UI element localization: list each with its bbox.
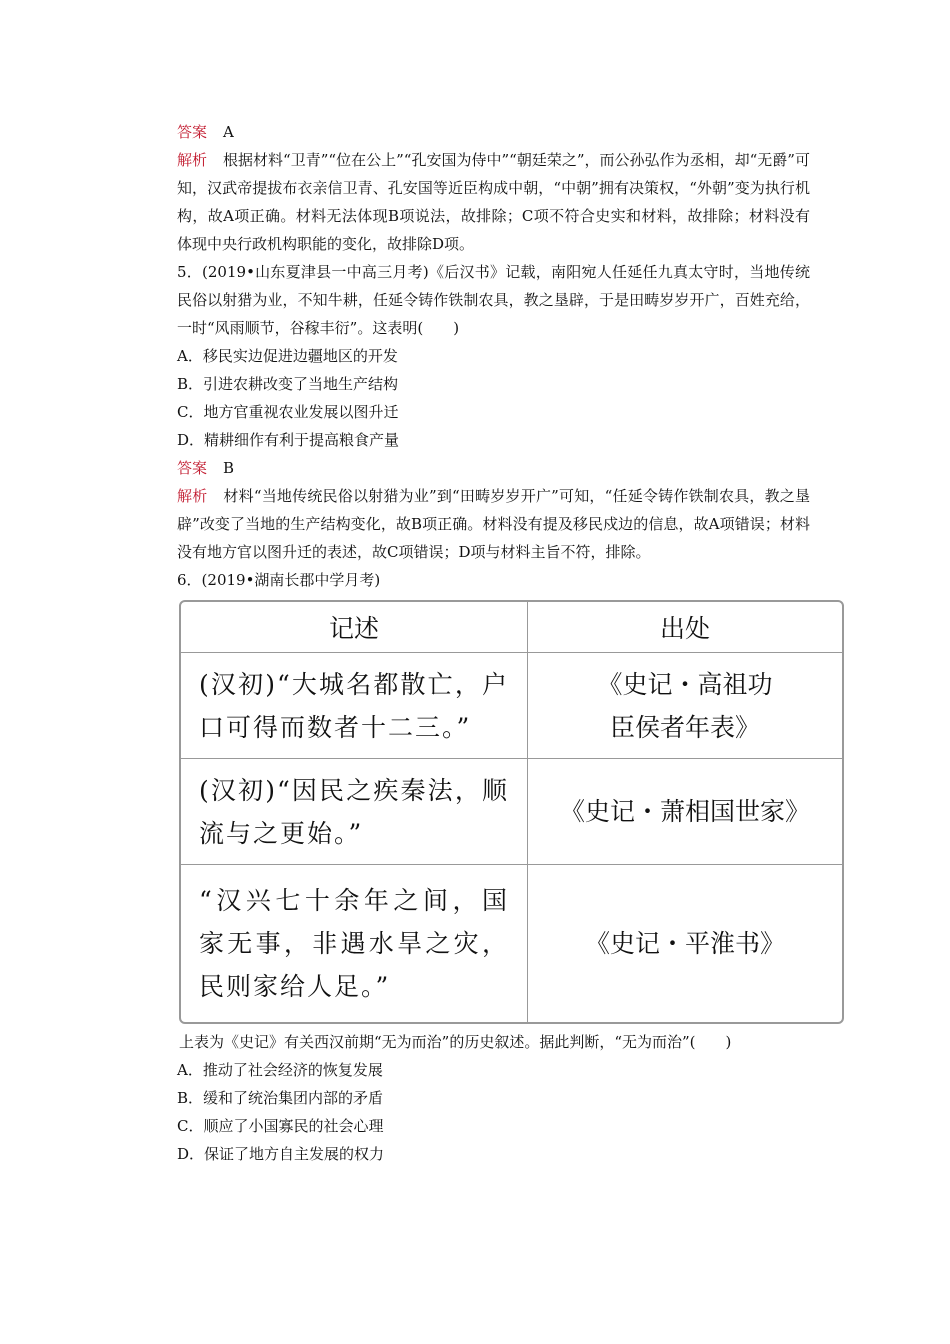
source-line: 《史记・高祖功 (597, 669, 773, 699)
answer-tag: 答案 (177, 123, 208, 141)
option-c: C．顺应了小国寡民的社会心理 (177, 1117, 384, 1135)
table-row (181, 865, 842, 1023)
table-cell-record: “汉兴七十余年之间，国家无事，非遇水旱之灾，民则家给人足。” (181, 865, 528, 1023)
table-row (181, 653, 842, 759)
answer-value: A (223, 123, 234, 141)
source-table (179, 600, 844, 1024)
option-b: B．缓和了统治集团内部的矛盾 (177, 1089, 384, 1107)
option-b: B．引进农耕改变了当地生产结构 (177, 375, 399, 393)
analysis-text: 材料“当地传统民俗以射猎为业”到“田畴岁岁开广”可知，“任延令铸作铁制农具，教之垦辟”改变了当地的生产结构变化，故B项正确。材料没有提及移民戍边的信息，故A项错误；材料没有地方官以图升迁的表述，故C项错误；D项与材料主旨不符，排除。 (177, 487, 810, 561)
table-cell-source: 《史记・萧相国世家》 (528, 759, 843, 865)
table-header-source: 出处 (528, 602, 843, 653)
answer-line (145, 454, 810, 482)
answer-tag: 答案 (177, 459, 208, 477)
answer-value: B (223, 459, 235, 477)
option-a: A．推动了社会经济的恢复发展 (177, 1061, 383, 1079)
analysis-text: 根据材料“卫青”“位在公上”“孔安国为侍中”“朝廷荣之”，而公孙弘作为丞相，却“无爵”可知，汉武帝提拔布衣亲信卫青、孔安国等近臣构成中朝，“中朝”拥有决策权，“外朝”变为执行机构，故A项正确。材料无法体现B项说法，故排除；C项不符合史实和材料，故排除；材料没有体现中央行政机构职能的变化，故排除D项。 (177, 151, 810, 253)
table-header-record: 记述 (181, 602, 528, 653)
analysis-paragraph (145, 146, 810, 258)
question-followup: 上表为《史记》有关西汉前期“无为而治”的历史叙述。据此判断，“无为而治”( ) (179, 1033, 732, 1051)
analysis-paragraph (145, 482, 810, 566)
answer-line (145, 118, 810, 146)
question-stem: 5．(2019•山东夏津县一中高三月考)《后汉书》记载，南阳宛人任延任九真太守时，当地传统民俗以射猎为业，不知牛耕，任延令铸作铁制农具，教之垦辟，于是田畴岁岁开广，百姓充给，一时“风雨顺节，谷稼丰衍”。这表明( ) (177, 263, 810, 337)
analysis-tag: 解析 (177, 151, 208, 169)
table-header-row (181, 602, 842, 653)
document-page (145, 118, 810, 1168)
source-line: 臣侯者年表》 (609, 712, 760, 742)
table-cell-record: (汉初)“大城名都散亡，户口可得而数者十二三。” (181, 653, 528, 759)
option-a: A．移民实边促进边疆地区的开发 (177, 347, 398, 365)
table-cell-source: 《史记・平淮书》 (528, 865, 843, 1023)
table-cell-source (528, 653, 843, 759)
option-c: C．地方官重视农业发展以图升迁 (177, 403, 399, 421)
question-stem: 6．(2019•湖南长郡中学月考) (177, 571, 381, 589)
analysis-tag: 解析 (177, 487, 208, 505)
table-cell-record: (汉初)“因民之疾秦法，顺流与之更始。” (181, 759, 528, 865)
option-d: D．精耕细作有利于提高粮食产量 (177, 431, 400, 449)
table-row (181, 759, 842, 865)
option-d: D．保证了地方自主发展的权力 (177, 1145, 385, 1163)
